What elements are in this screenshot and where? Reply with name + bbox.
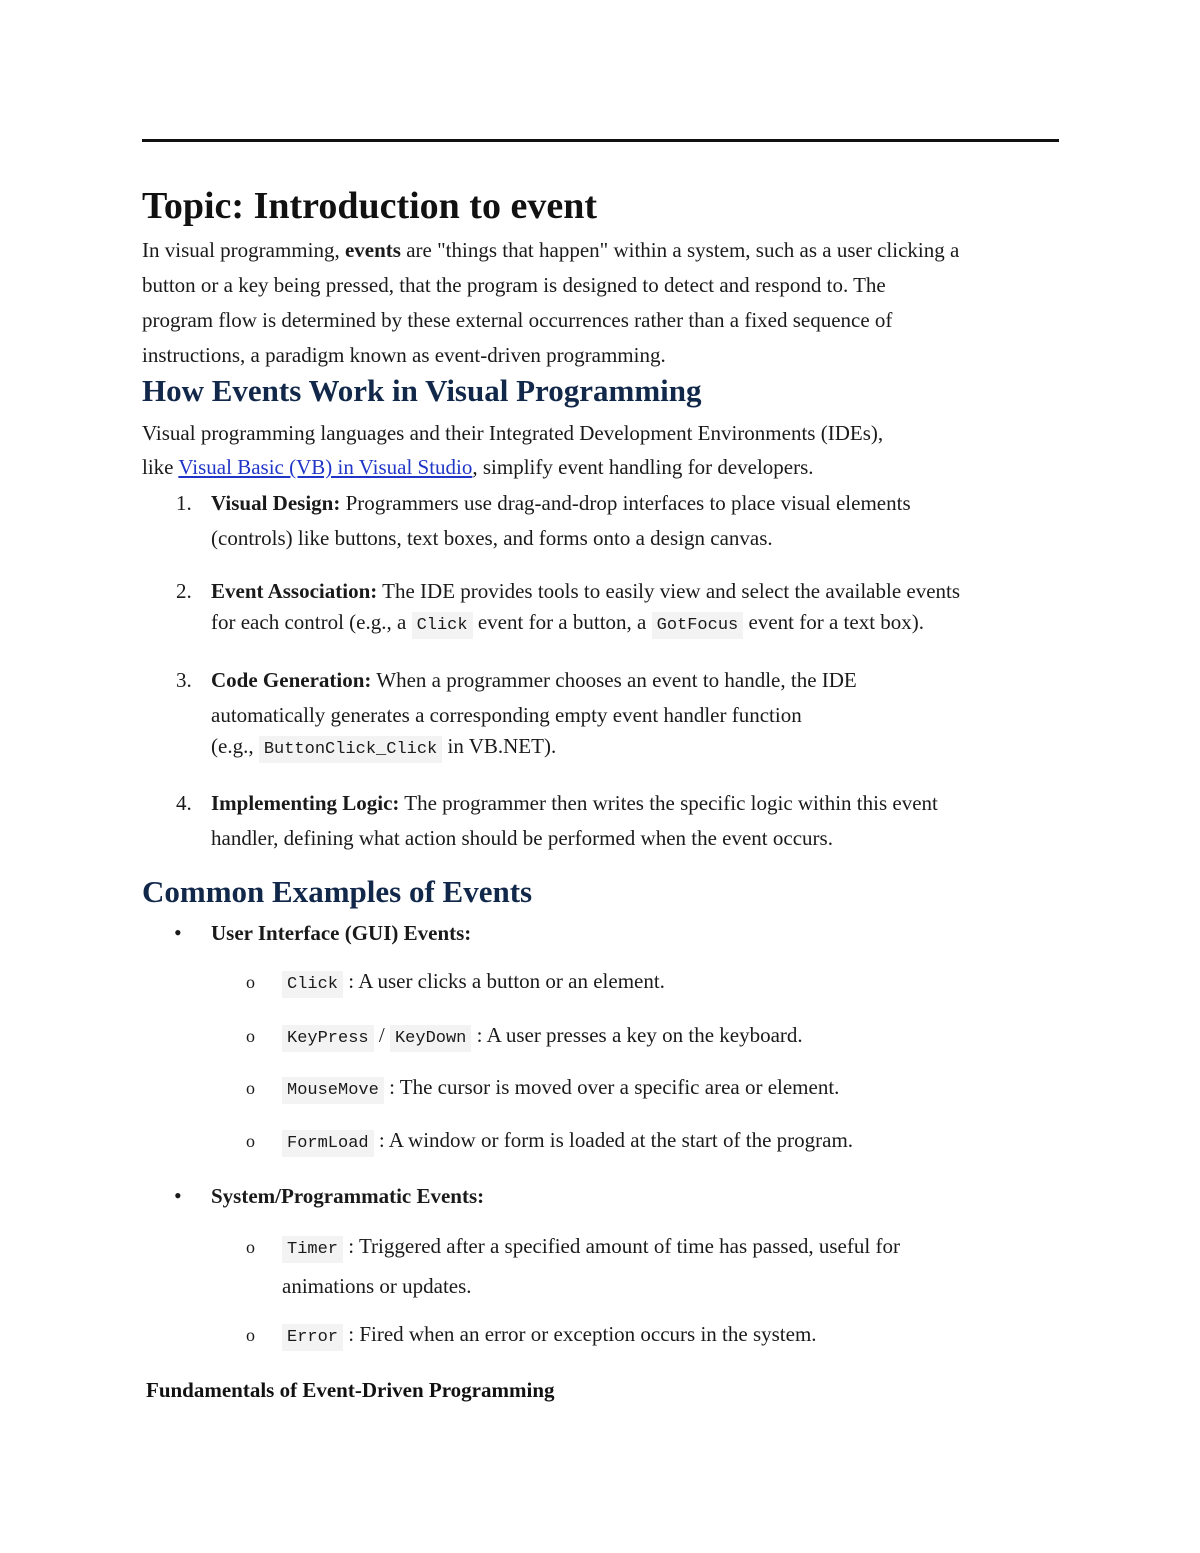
example-click: Click : A user clicks a button or an element. (282, 966, 665, 1000)
list-item-implementing-logic: Implementing Logic: The programmer then writes the specific logic within this event (211, 791, 938, 815)
circle-bullet-icon: o (246, 1237, 255, 1257)
group-label-gui-events: User Interface (GUI) Events: (211, 921, 472, 945)
intro-line-1: In visual programming, events are "things that happen" within a system, such as a user clicking a (142, 238, 960, 262)
list-item-label: Implementing Logic: (211, 791, 400, 815)
circle-bullet-icon: o (246, 1131, 255, 1151)
list-item-code-generation: Code Generation: When a programmer chooses an event to handle, the IDE (211, 668, 857, 692)
group-label-system-events: System/Programmatic Events: (211, 1184, 485, 1208)
list-item-label: Visual Design: (211, 491, 341, 515)
events-term: events (344, 238, 401, 262)
list-item-event-association-cont: for each control (e.g., a Click event for a button, a GotFocus event for a text box). (211, 607, 924, 641)
list-item-implementing-logic-cont: handler, defining what action should be performed when the event occurs. (211, 826, 833, 850)
intro-line-2: button or a key being pressed, that the program is designed to detect and respond to. The (142, 273, 886, 297)
code-buttonclick: ButtonClick_Click (259, 736, 442, 763)
document-page (142, 0, 1060, 1553)
example-mousemove: MouseMove : The cursor is moved over a specific area or element. (282, 1072, 839, 1106)
list-number-4: 4. (176, 791, 192, 815)
section1-line-2: like Visual Basic (VB) in Visual Studio, simplify event handling for developers. (142, 455, 814, 479)
code-keydown: KeyDown (390, 1025, 471, 1052)
section-heading-how-events-work: How Events Work in Visual Programming (142, 373, 702, 408)
circle-bullet-icon: o (246, 1026, 255, 1046)
example-keypress: KeyPress / KeyDown : A user presses a key on the keyboard. (282, 1020, 803, 1054)
list-item-code-generation-cont: automatically generates a corresponding empty event handler function (211, 703, 802, 727)
list-number-3: 3. (176, 668, 192, 692)
page-title: Topic: Introduction to event (142, 185, 597, 227)
example-timer: Timer : Triggered after a specified amount of time has passed, useful for (282, 1231, 900, 1265)
list-item-label: Code Generation: (211, 668, 372, 692)
top-horizontal-rule (142, 139, 1059, 142)
section-heading-fundamentals: Fundamentals of Event-Driven Programming (146, 1378, 555, 1402)
list-item-label: Event Association: (211, 579, 378, 603)
intro-line-4: instructions, a paradigm known as event-driven programming. (142, 343, 666, 367)
circle-bullet-icon: o (246, 1325, 255, 1345)
circle-bullet-icon: o (246, 1078, 255, 1098)
list-number-1: 1. (176, 491, 192, 515)
code-mousemove: MouseMove (282, 1077, 384, 1104)
section-heading-common-examples: Common Examples of Events (142, 874, 533, 909)
example-timer-cont: animations or updates. (282, 1274, 472, 1298)
list-number-2: 2. (176, 579, 192, 603)
bullet-icon: • (174, 1183, 182, 1208)
list-item-event-association: Event Association: The IDE provides tools to easily view and select the available events (211, 579, 961, 603)
code-click: Click (412, 612, 473, 639)
code-formload: FormLoad (282, 1130, 374, 1157)
section1-line-1: Visual programming languages and their Integrated Development Environments (IDEs), (142, 421, 884, 445)
bullet-icon: • (174, 920, 182, 945)
example-formload: FormLoad : A window or form is loaded at the start of the program. (282, 1125, 853, 1159)
visual-basic-link[interactable]: Visual Basic (VB) in Visual Studio (178, 455, 473, 479)
code-error: Error (282, 1324, 343, 1351)
list-item-visual-design: Visual Design: Programmers use drag-and-drop interfaces to place visual elements (211, 491, 911, 515)
list-item-code-generation-example: (e.g., ButtonClick_Click in VB.NET). (211, 731, 556, 765)
code-keypress: KeyPress (282, 1025, 374, 1052)
code-click-example: Click (282, 971, 343, 998)
list-item-visual-design-cont: (controls) like buttons, text boxes, and forms onto a design canvas. (211, 526, 773, 550)
intro-line-3: program flow is determined by these external occurrences rather than a fixed sequence of (142, 308, 893, 332)
circle-bullet-icon: o (246, 972, 255, 992)
example-error: Error : Fired when an error or exception occurs in the system. (282, 1319, 817, 1353)
code-timer: Timer (282, 1236, 343, 1263)
code-gotfocus: GotFocus (652, 612, 744, 639)
